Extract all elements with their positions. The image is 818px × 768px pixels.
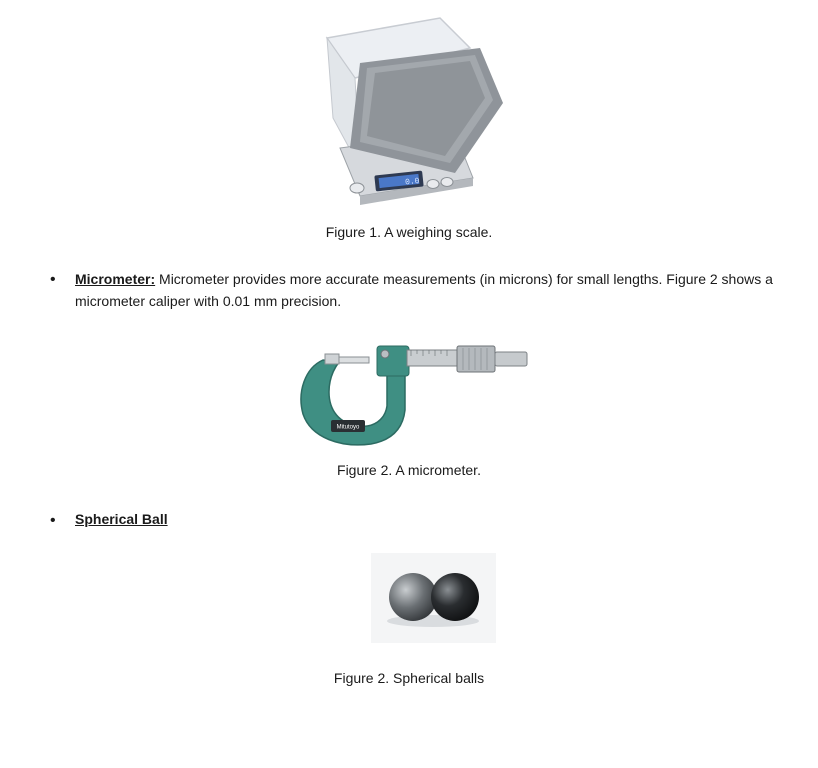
micrometer-image: [293, 340, 533, 452]
weighing-scale-image: [305, 8, 515, 220]
spherical-ball-heading: [75, 508, 168, 530]
svg-text:0.0: 0.0: [404, 176, 421, 188]
figure-2-caption: Figure 2. A micrometer.: [337, 462, 481, 478]
figure-1-caption: Figure 1. A weighing scale.: [325, 224, 493, 240]
bullet-marker: •: [50, 271, 56, 288]
spherical-balls-image: [371, 553, 496, 643]
micrometer-description: Micrometer provides more accurate measurements (in microns) for small lengths. Figure 2 shows a micrometer caliper with 0.01 mm precision.: [75, 271, 773, 309]
micrometer-paragraph: [75, 268, 787, 312]
svg-text:Mitutoyo: Mitutoyo: [336, 424, 360, 431]
figure-3-caption: Figure 2. Spherical balls: [333, 670, 485, 686]
bullet-marker: •: [50, 512, 56, 529]
spherical-ball-term: Spherical Ball: [75, 511, 168, 527]
micrometer-term: Micrometer:: [75, 271, 156, 287]
